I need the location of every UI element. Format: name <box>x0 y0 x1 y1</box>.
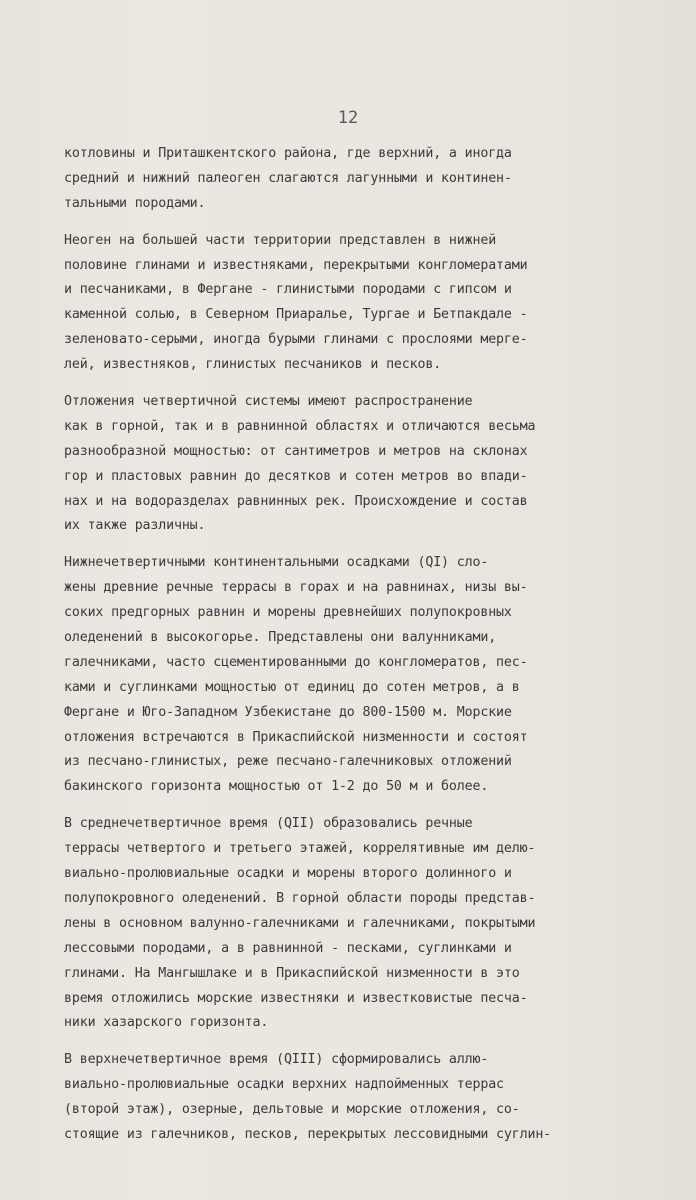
text-line: котловины и Приташкентского района, где верхний, а иногда <box>64 146 512 161</box>
text-line: В верхнечетвертичное время (QIII) сформировались аллю- <box>64 1052 489 1068</box>
text-line: полупокровного оледенений. В горной области породы представ- <box>64 890 536 906</box>
paragraph-gap <box>64 539 690 551</box>
paragraph <box>64 1048 690 1148</box>
text-line: Нижнечетвертичными континентальными осадками (QI) сло- <box>64 555 489 571</box>
text-line: из песчано-глинистых, реже песчано-галечниковых отложений <box>64 754 512 770</box>
text-line: отложения встречаются в Прикаспийской низменности и состоят <box>64 729 528 745</box>
text-line: разнообразной мощностью: от сантиметров и метров на склонах <box>64 443 528 459</box>
text-line: В среднечетвертичное время (QII) образовались речные <box>64 816 473 832</box>
text-line: Неоген на большей части территории представлен в нижней <box>64 232 497 248</box>
text-line: виально-пролювиальные осадки и морены второго долинного и <box>64 866 512 882</box>
paragraph <box>64 229 690 378</box>
paragraph <box>64 812 690 1036</box>
text-line: стоящие из галечников, песков, перекрытых лессовидными суглин- <box>64 1126 552 1142</box>
text-line: лей, известняков, глинистых песчаников и песков. <box>64 357 442 373</box>
text-line: глинами. На Мангышлаке и в Прикаспийской низменности в это <box>64 965 520 981</box>
text-line: Отложения четвертичной системы имеют распространение <box>64 394 473 410</box>
text-line: средний и нижний палеоген слагаются лагунными и континен- <box>64 170 512 186</box>
text-line: как в горной, так и в равнинной областях и отличаются весьма <box>64 418 536 434</box>
text-line: лессовыми породами, а в равнинной - песками, суглинками и <box>64 940 512 956</box>
text-line: и песчаниками, в Фергане - глинистыми породами с гипсом и <box>64 282 512 298</box>
text-line: галечниками, часто сцементированными до конгломератов, пес- <box>64 654 528 670</box>
text-line: жены древние речные террасы в горах и на равнинах, низы вы- <box>64 580 528 596</box>
text-line: (второй этаж), озерные, дельтовые и морские отложения, со- <box>64 1102 520 1118</box>
paragraph <box>64 142 690 217</box>
paragraph <box>64 551 690 800</box>
paragraph-gap <box>64 800 690 812</box>
paragraph-gap <box>64 378 690 390</box>
text-line: тальными породами. <box>64 195 206 211</box>
body-text <box>64 142 690 1148</box>
text-line: лены в основном валунно-галечниками и галечниками, покрытыми <box>64 915 536 931</box>
text-line: нах и на водоразделах равнинных рек. Происхождение и состав <box>64 493 528 509</box>
text-line: каменной солью, в Северном Приаралье, Тургае и Бетпакдале - <box>64 307 528 323</box>
paragraph <box>64 390 690 539</box>
text-line: бакинского горизонта мощностью от 1-2 до 50 м и более. <box>64 779 489 795</box>
paragraph-gap <box>64 1036 690 1048</box>
text-line: их также различны. <box>64 518 206 534</box>
text-line: ники хазарского горизонта. <box>64 1015 269 1031</box>
text-line: гор и пластовых равнин до десятков и сотен метров во впади- <box>64 468 528 484</box>
text-line: Фергане и Юго-Западном Узбекистане до 800-1500 м. Морские <box>64 704 512 720</box>
page-number: 12 <box>337 108 359 128</box>
text-line: время отложились морские известняки и известковистые песча- <box>64 990 528 1006</box>
text-line: половине глинами и известняками, перекрытыми конгломератами <box>64 257 528 273</box>
text-line: соких предгорных равнин и морены древнейших полупокровных <box>64 605 512 621</box>
text-line: виально-пролювиальные осадки верхних надпойменных террас <box>64 1077 504 1093</box>
text-line: ками и суглинками мощностью от единиц до сотен метров, а в <box>64 679 520 695</box>
text-line: зеленовато-серыми, иногда бурыми глинами с прослоями мерге- <box>64 332 528 348</box>
text-line: оледенений в высокогорье. Представлены они валунниками, <box>64 630 497 646</box>
text-line: террасы четвертого и третьего этажей, коррелятивные им делю- <box>64 841 536 857</box>
paragraph-gap <box>64 217 690 229</box>
